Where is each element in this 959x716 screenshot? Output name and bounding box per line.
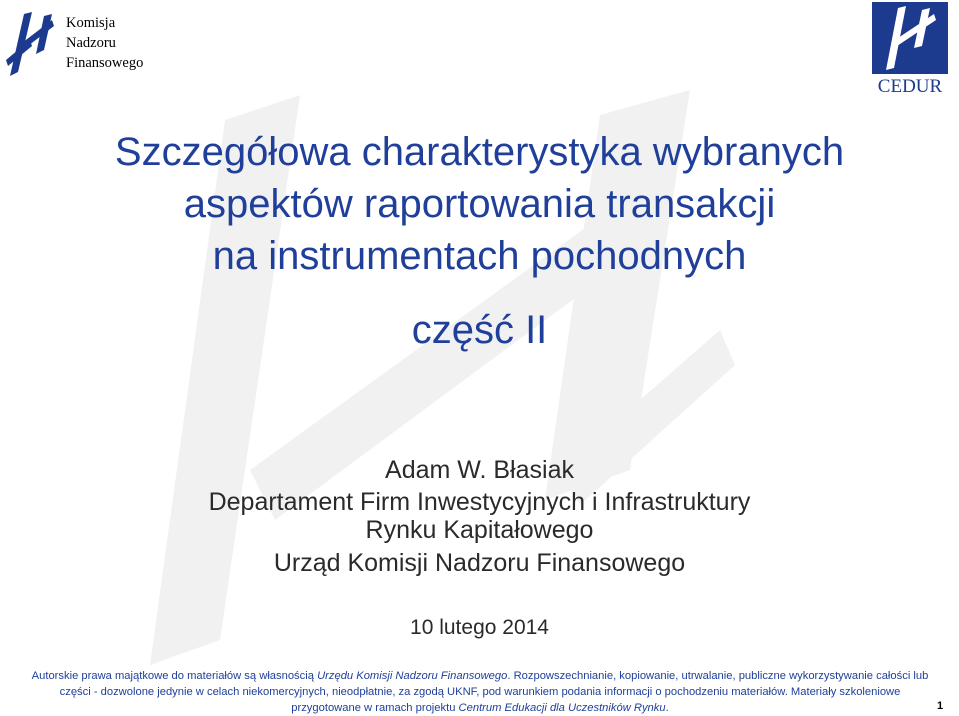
cedur-logo — [869, 2, 951, 98]
author-name: Adam W. Błasiak — [385, 456, 574, 484]
footer-italic-2: Centrum Edukacji dla Uczestników Rynku — [458, 702, 666, 714]
knf-logo — [4, 8, 174, 80]
knf-logo-text — [66, 13, 143, 73]
subtitle: część II — [411, 308, 548, 352]
footer-text-1: Autorskie prawa majątkowe do materiałów są własnością — [31, 670, 318, 682]
knf-logo-line3: Finansowego — [66, 55, 144, 71]
cedur-logo-mark — [872, 2, 948, 74]
title-line-2: aspektów raportowania transakcji — [183, 182, 776, 226]
cedur-logo-name: CEDUR — [877, 76, 943, 97]
title-line-3: na instrumentach pochodnych — [212, 234, 747, 278]
copyright-footer — [30, 668, 930, 716]
author-block — [20, 455, 939, 578]
page-title — [20, 126, 939, 282]
footer-text-3: . — [665, 702, 669, 714]
author-institution: Urząd Komisji Nadzoru Finansowego — [273, 549, 686, 577]
page-number: 1 — [937, 700, 944, 712]
knf-logo-mark-icon — [4, 10, 62, 80]
cedur-logo-mark-icon — [872, 2, 948, 74]
footer-italic-1: Urzędu Komisji Nadzoru Finansowego — [317, 670, 508, 682]
author-department-line-2: Rynku Kapitałowego — [365, 516, 594, 544]
footer-text-2: . Rozpowszechnianie, kopiowanie, utrwalanie, publiczne wykorzystywanie całości lub części - dozwolone jedynie w celach niekomercyjnych, nieodpłatnie, za zgodą UKNF, pod warunkiem podania informacji o pochodzeniu materiałów. Materiały szkoleniowe przygotowane w ramach projektu — [59, 670, 929, 714]
author-department-line-1: Departament Firm Inwestycyjnych i Infrastruktury — [208, 488, 751, 516]
title-line-1: Szczegółowa charakterystyka wybranych — [114, 130, 845, 174]
knf-logo-line1: Komisja — [66, 15, 116, 31]
presentation-date: 10 lutego 2014 — [410, 616, 549, 639]
knf-logo-line2: Nadzoru — [66, 35, 116, 51]
